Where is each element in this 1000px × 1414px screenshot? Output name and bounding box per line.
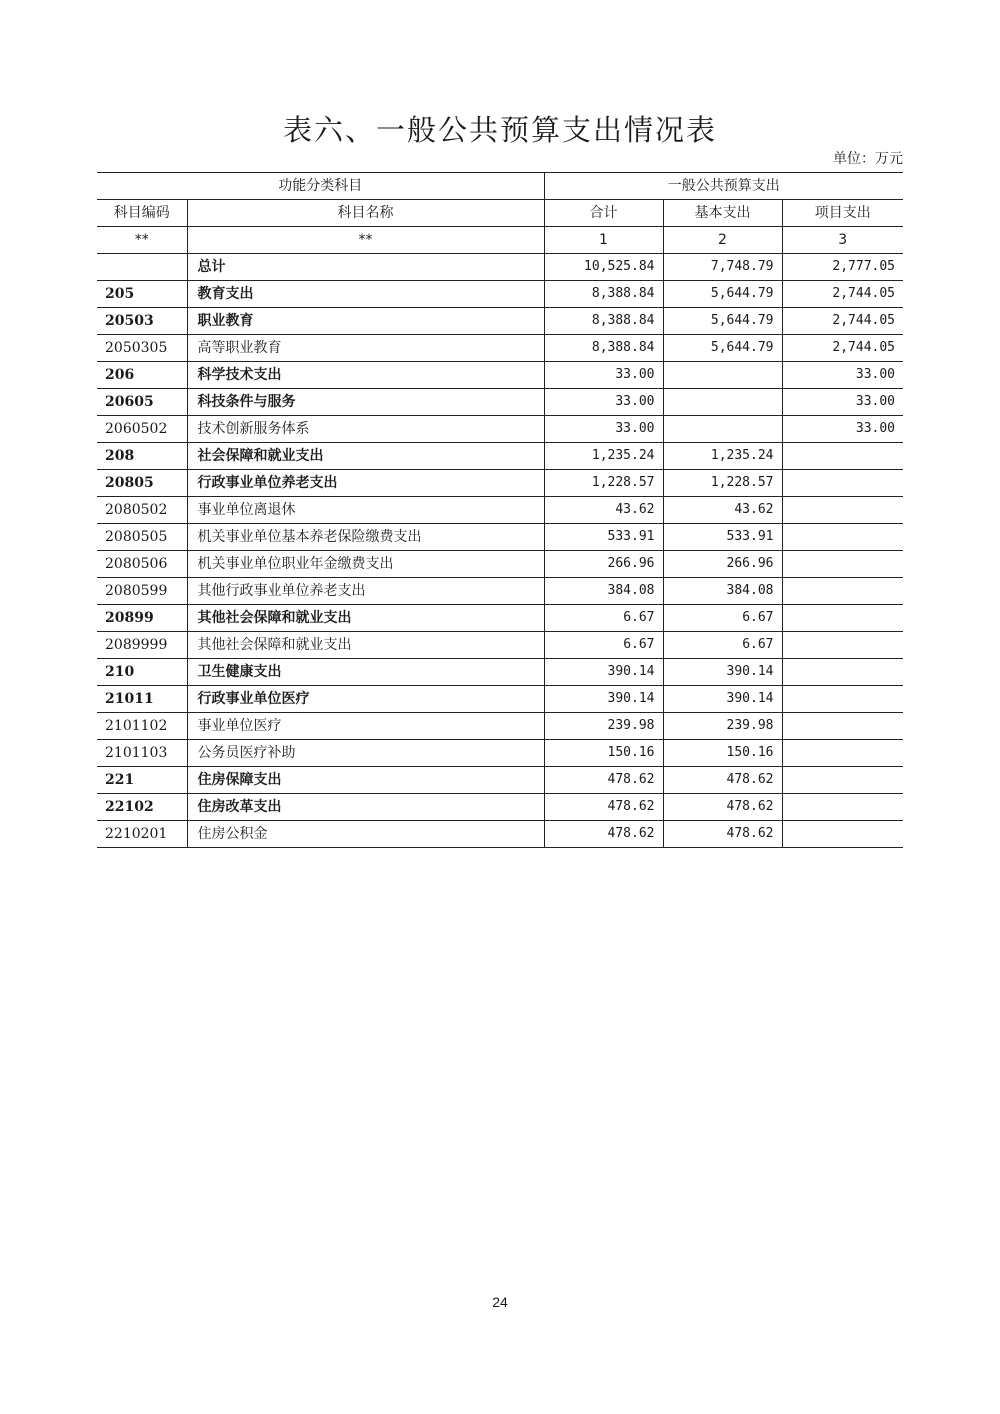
cell-total: 478.62	[544, 794, 663, 821]
cell-subject-code: 206	[97, 362, 187, 389]
header-index-total: 1	[544, 227, 663, 254]
cell-subject-code: 20899	[97, 605, 187, 632]
cell-subject-name: 行政事业单位养老支出	[187, 470, 544, 497]
cell-total: 1,228.57	[544, 470, 663, 497]
header-index-name: **	[187, 227, 544, 254]
cell-subject-name: 社会保障和就业支出	[187, 443, 544, 470]
cell-project-expenditure	[782, 470, 903, 497]
cell-subject-name: 事业单位离退休	[187, 497, 544, 524]
cell-subject-code: 20605	[97, 389, 187, 416]
cell-basic-expenditure: 533.91	[663, 524, 782, 551]
cell-basic-expenditure	[663, 416, 782, 443]
cell-subject-code: 210	[97, 659, 187, 686]
cell-subject-name: 行政事业单位医疗	[187, 686, 544, 713]
cell-subject-name: 科技条件与服务	[187, 389, 544, 416]
page-number: 24	[492, 1294, 508, 1310]
cell-subject-code: 2050305	[97, 335, 187, 362]
cell-total: 33.00	[544, 389, 663, 416]
cell-subject-name: 教育支出	[187, 281, 544, 308]
cell-basic-expenditure: 390.14	[663, 686, 782, 713]
header-basic-expenditure: 基本支出	[663, 200, 782, 227]
cell-total: 390.14	[544, 659, 663, 686]
cell-subject-code: 20503	[97, 308, 187, 335]
cell-basic-expenditure: 150.16	[663, 740, 782, 767]
cell-subject-name: 其他社会保障和就业支出	[187, 632, 544, 659]
page-title: 表六、一般公共预算支出情况表	[282, 113, 717, 147]
table-row	[97, 416, 903, 443]
cell-subject-name: 总计	[187, 254, 544, 281]
cell-total: 6.67	[544, 605, 663, 632]
cell-project-expenditure	[782, 659, 903, 686]
table-row	[97, 470, 903, 497]
cell-project-expenditure	[782, 767, 903, 794]
cell-total: 8,388.84	[544, 281, 663, 308]
cell-subject-code: 21011	[97, 686, 187, 713]
table-row	[97, 308, 903, 335]
table-row	[97, 335, 903, 362]
cell-subject-code: 2210201	[97, 821, 187, 848]
cell-subject-name: 职业教育	[187, 308, 544, 335]
cell-basic-expenditure: 266.96	[663, 551, 782, 578]
cell-subject-code: 208	[97, 443, 187, 470]
cell-subject-name: 技术创新服务体系	[187, 416, 544, 443]
cell-subject-code: 221	[97, 767, 187, 794]
cell-project-expenditure	[782, 551, 903, 578]
table-row	[97, 578, 903, 605]
cell-basic-expenditure: 6.67	[663, 632, 782, 659]
cell-project-expenditure	[782, 497, 903, 524]
cell-subject-name: 其他行政事业单位养老支出	[187, 578, 544, 605]
table-row	[97, 524, 903, 551]
cell-project-expenditure	[782, 632, 903, 659]
cell-total: 384.08	[544, 578, 663, 605]
cell-subject-name: 其他社会保障和就业支出	[187, 605, 544, 632]
cell-project-expenditure	[782, 686, 903, 713]
cell-total: 10,525.84	[544, 254, 663, 281]
header-index-basic: 2	[663, 227, 782, 254]
cell-subject-code: 2080599	[97, 578, 187, 605]
cell-basic-expenditure: 478.62	[663, 821, 782, 848]
table-row	[97, 659, 903, 686]
cell-total: 33.00	[544, 362, 663, 389]
cell-project-expenditure: 33.00	[782, 389, 903, 416]
cell-total: 239.98	[544, 713, 663, 740]
table-row	[97, 389, 903, 416]
header-index-code: **	[97, 227, 187, 254]
cell-subject-code: 2101102	[97, 713, 187, 740]
cell-project-expenditure: 2,777.05	[782, 254, 903, 281]
cell-basic-expenditure	[663, 389, 782, 416]
cell-basic-expenditure: 478.62	[663, 767, 782, 794]
cell-subject-name: 科学技术支出	[187, 362, 544, 389]
cell-basic-expenditure: 1,228.57	[663, 470, 782, 497]
header-subject-name: 科目名称	[187, 200, 544, 227]
cell-project-expenditure	[782, 578, 903, 605]
header-project-expenditure: 项目支出	[782, 200, 903, 227]
table-row	[97, 686, 903, 713]
cell-total: 8,388.84	[544, 308, 663, 335]
unit-label: 单位：万元	[833, 151, 903, 167]
cell-subject-code: 2089999	[97, 632, 187, 659]
table-row	[97, 551, 903, 578]
cell-subject-name: 住房保障支出	[187, 767, 544, 794]
cell-total: 33.00	[544, 416, 663, 443]
cell-project-expenditure	[782, 794, 903, 821]
cell-basic-expenditure: 239.98	[663, 713, 782, 740]
table-row	[97, 281, 903, 308]
cell-project-expenditure	[782, 524, 903, 551]
cell-subject-name: 高等职业教育	[187, 335, 544, 362]
cell-total: 8,388.84	[544, 335, 663, 362]
budget-expenditure-table	[97, 172, 903, 848]
header-group-row	[97, 173, 903, 200]
cell-total: 478.62	[544, 767, 663, 794]
cell-basic-expenditure: 5,644.79	[663, 281, 782, 308]
header-total: 合计	[544, 200, 663, 227]
cell-subject-code: 2080505	[97, 524, 187, 551]
header-index-row	[97, 227, 903, 254]
table-row	[97, 362, 903, 389]
cell-subject-name: 住房改革支出	[187, 794, 544, 821]
cell-basic-expenditure: 43.62	[663, 497, 782, 524]
cell-subject-name: 卫生健康支出	[187, 659, 544, 686]
cell-total: 478.62	[544, 821, 663, 848]
cell-subject-code: 2080502	[97, 497, 187, 524]
table-row	[97, 821, 903, 848]
table-row	[97, 254, 903, 281]
table-body	[97, 254, 903, 848]
budget-table-container	[97, 172, 903, 848]
cell-subject-name: 公务员医疗补助	[187, 740, 544, 767]
header-column-row	[97, 200, 903, 227]
table-row	[97, 794, 903, 821]
cell-subject-code: 2101103	[97, 740, 187, 767]
cell-basic-expenditure: 390.14	[663, 659, 782, 686]
cell-subject-name: 机关事业单位基本养老保险缴费支出	[187, 524, 544, 551]
cell-project-expenditure	[782, 713, 903, 740]
cell-project-expenditure	[782, 443, 903, 470]
cell-total: 390.14	[544, 686, 663, 713]
cell-project-expenditure	[782, 821, 903, 848]
cell-total: 266.96	[544, 551, 663, 578]
cell-total: 1,235.24	[544, 443, 663, 470]
cell-total: 6.67	[544, 632, 663, 659]
cell-project-expenditure	[782, 605, 903, 632]
header-group-functional-category: 功能分类科目	[97, 173, 544, 200]
cell-subject-code	[97, 254, 187, 281]
table-row	[97, 605, 903, 632]
table-row	[97, 767, 903, 794]
cell-subject-code: 20805	[97, 470, 187, 497]
cell-project-expenditure: 2,744.05	[782, 335, 903, 362]
cell-subject-code: 22102	[97, 794, 187, 821]
cell-basic-expenditure: 5,644.79	[663, 308, 782, 335]
cell-subject-name: 机关事业单位职业年金缴费支出	[187, 551, 544, 578]
cell-total: 43.62	[544, 497, 663, 524]
cell-project-expenditure: 33.00	[782, 362, 903, 389]
cell-subject-code: 205	[97, 281, 187, 308]
cell-subject-name: 住房公积金	[187, 821, 544, 848]
cell-project-expenditure: 2,744.05	[782, 308, 903, 335]
cell-basic-expenditure: 5,644.79	[663, 335, 782, 362]
cell-total: 150.16	[544, 740, 663, 767]
cell-basic-expenditure: 1,235.24	[663, 443, 782, 470]
table-row	[97, 713, 903, 740]
cell-subject-code: 2080506	[97, 551, 187, 578]
table-row	[97, 443, 903, 470]
cell-subject-name: 事业单位医疗	[187, 713, 544, 740]
cell-subject-code: 2060502	[97, 416, 187, 443]
cell-total: 533.91	[544, 524, 663, 551]
cell-project-expenditure: 2,744.05	[782, 281, 903, 308]
cell-basic-expenditure: 7,748.79	[663, 254, 782, 281]
header-subject-code: 科目编码	[97, 200, 187, 227]
cell-basic-expenditure: 384.08	[663, 578, 782, 605]
cell-basic-expenditure	[663, 362, 782, 389]
cell-project-expenditure: 33.00	[782, 416, 903, 443]
table-row	[97, 740, 903, 767]
cell-basic-expenditure: 6.67	[663, 605, 782, 632]
cell-project-expenditure	[782, 740, 903, 767]
table-row	[97, 632, 903, 659]
table-row	[97, 497, 903, 524]
header-group-general-budget: 一般公共预算支出	[544, 173, 903, 200]
header-index-project: 3	[782, 227, 903, 254]
cell-basic-expenditure: 478.62	[663, 794, 782, 821]
